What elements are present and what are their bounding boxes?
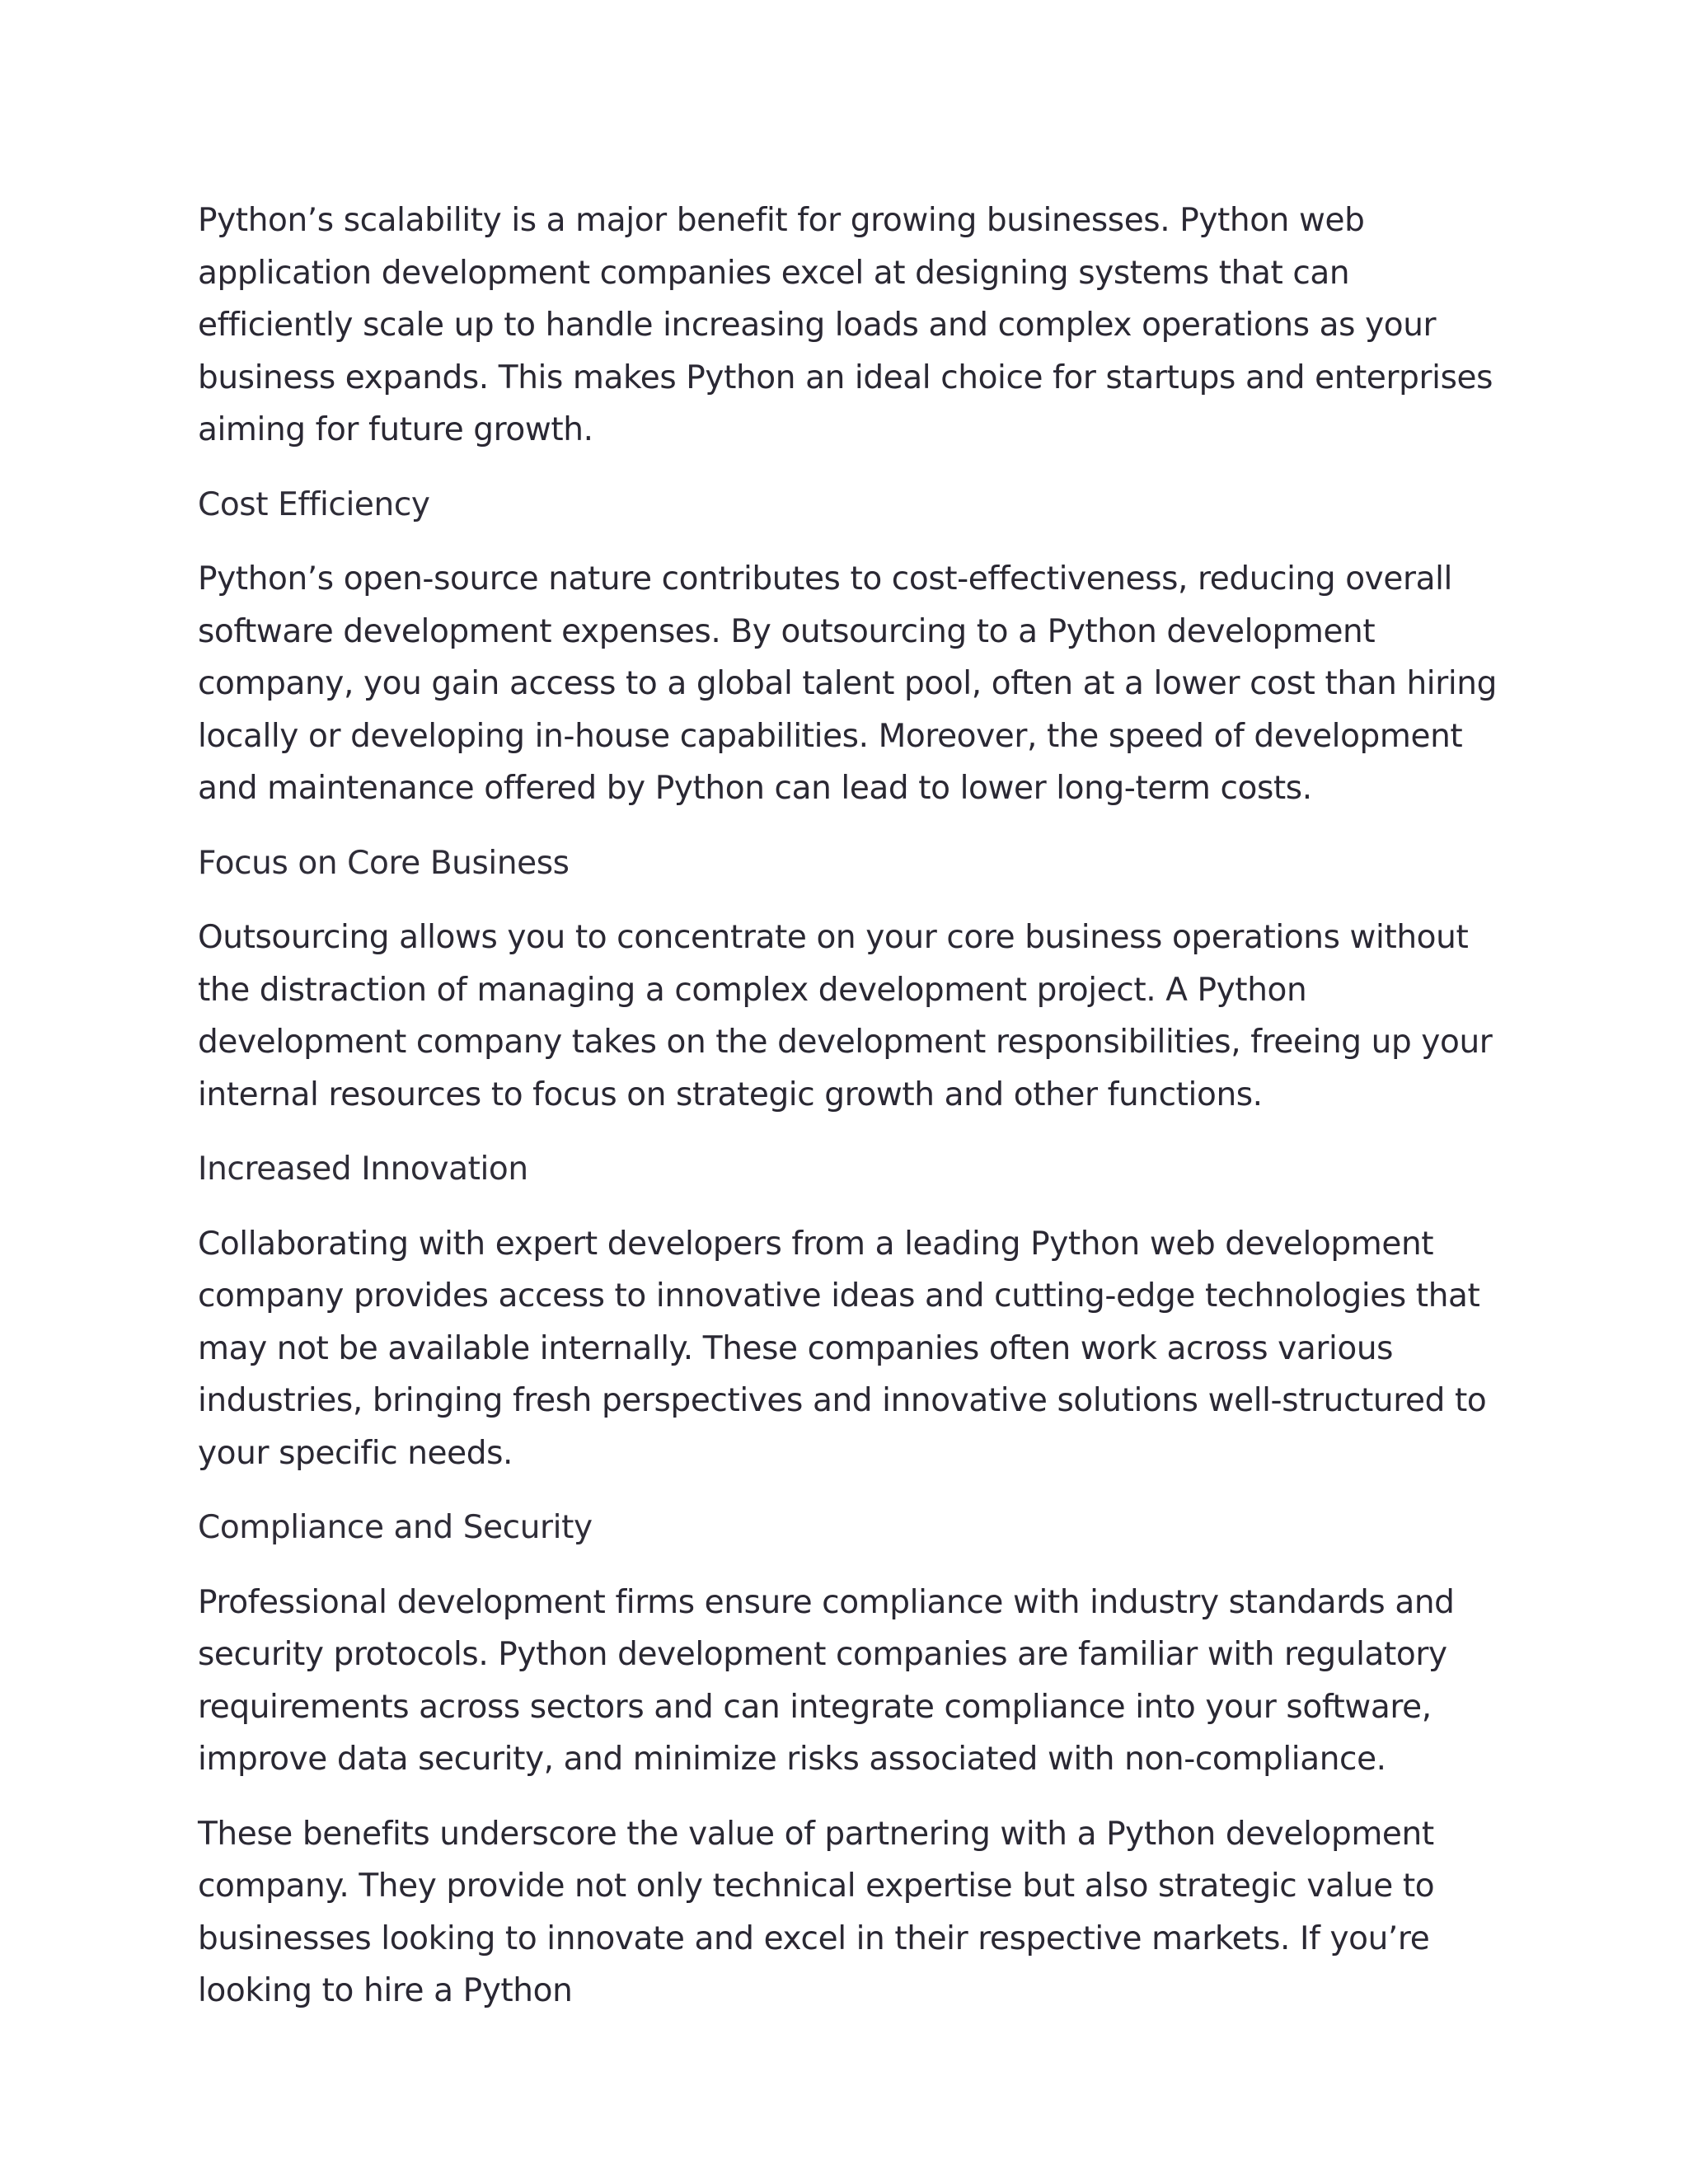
heading-cost-efficiency: Cost Efficiency [198, 485, 430, 523]
heading-compliance-security: Compliance and Security [198, 1509, 593, 1546]
paragraph-focus-core-business: Outsourcing allows you to concentrate on your core business operations without the distraction of managing a complex development project. A Python development company takes on the development responsibilities, freeing up your internal resources to focus on strategic growth and other functions. [198, 919, 1493, 1113]
heading-focus-core-business: Focus on Core Business [198, 844, 570, 882]
heading-increased-innovation: Increased Innovation [198, 1151, 528, 1188]
paragraph-scalability: Python’s scalability is a major benefit for growing businesses. Python web application development companies excel at designing systems that can efficiently scale up to handle increasing loads and complex operations as your business expands. This makes Python an ideal choice for startups and enterprises aiming for future growth. [198, 202, 1493, 448]
paragraph-cost-efficiency: Python’s open-source nature contributes to cost-effectiveness, reducing overall software development expenses. By outsourcing to a Python development company, you gain access to a global talent pool, often at a lower cost than hiring locally or developing in-house capabilities. Moreover, the speed of development and maintenance offered by Python can lead to lower long-term costs. [198, 560, 1497, 807]
document-body [198, 194, 1500, 2040]
paragraph-benefits-summary: These benefits underscore the value of partnering with a Python development company. They provide not only technical expertise but also strategic value to businesses looking to innovate and excel in their respective markets. If you’re looking to hire a Python [198, 1815, 1435, 2009]
paragraph-compliance-security: Professional development firms ensure compliance with industry standards and security protocols. Python development companies are familiar with regulatory requirements across sectors and can integrate compliance into your software, improve data security, and minimize risks associated with non-compliance. [198, 1583, 1455, 1778]
paragraph-increased-innovation: Collaborating with expert developers from a leading Python web development company provides access to innovative ideas and cutting-edge technologies that may not be available internally. These companies often work across various industries, bringing fresh perspectives and innovative solutions well-structured to your specific needs. [198, 1225, 1487, 1472]
